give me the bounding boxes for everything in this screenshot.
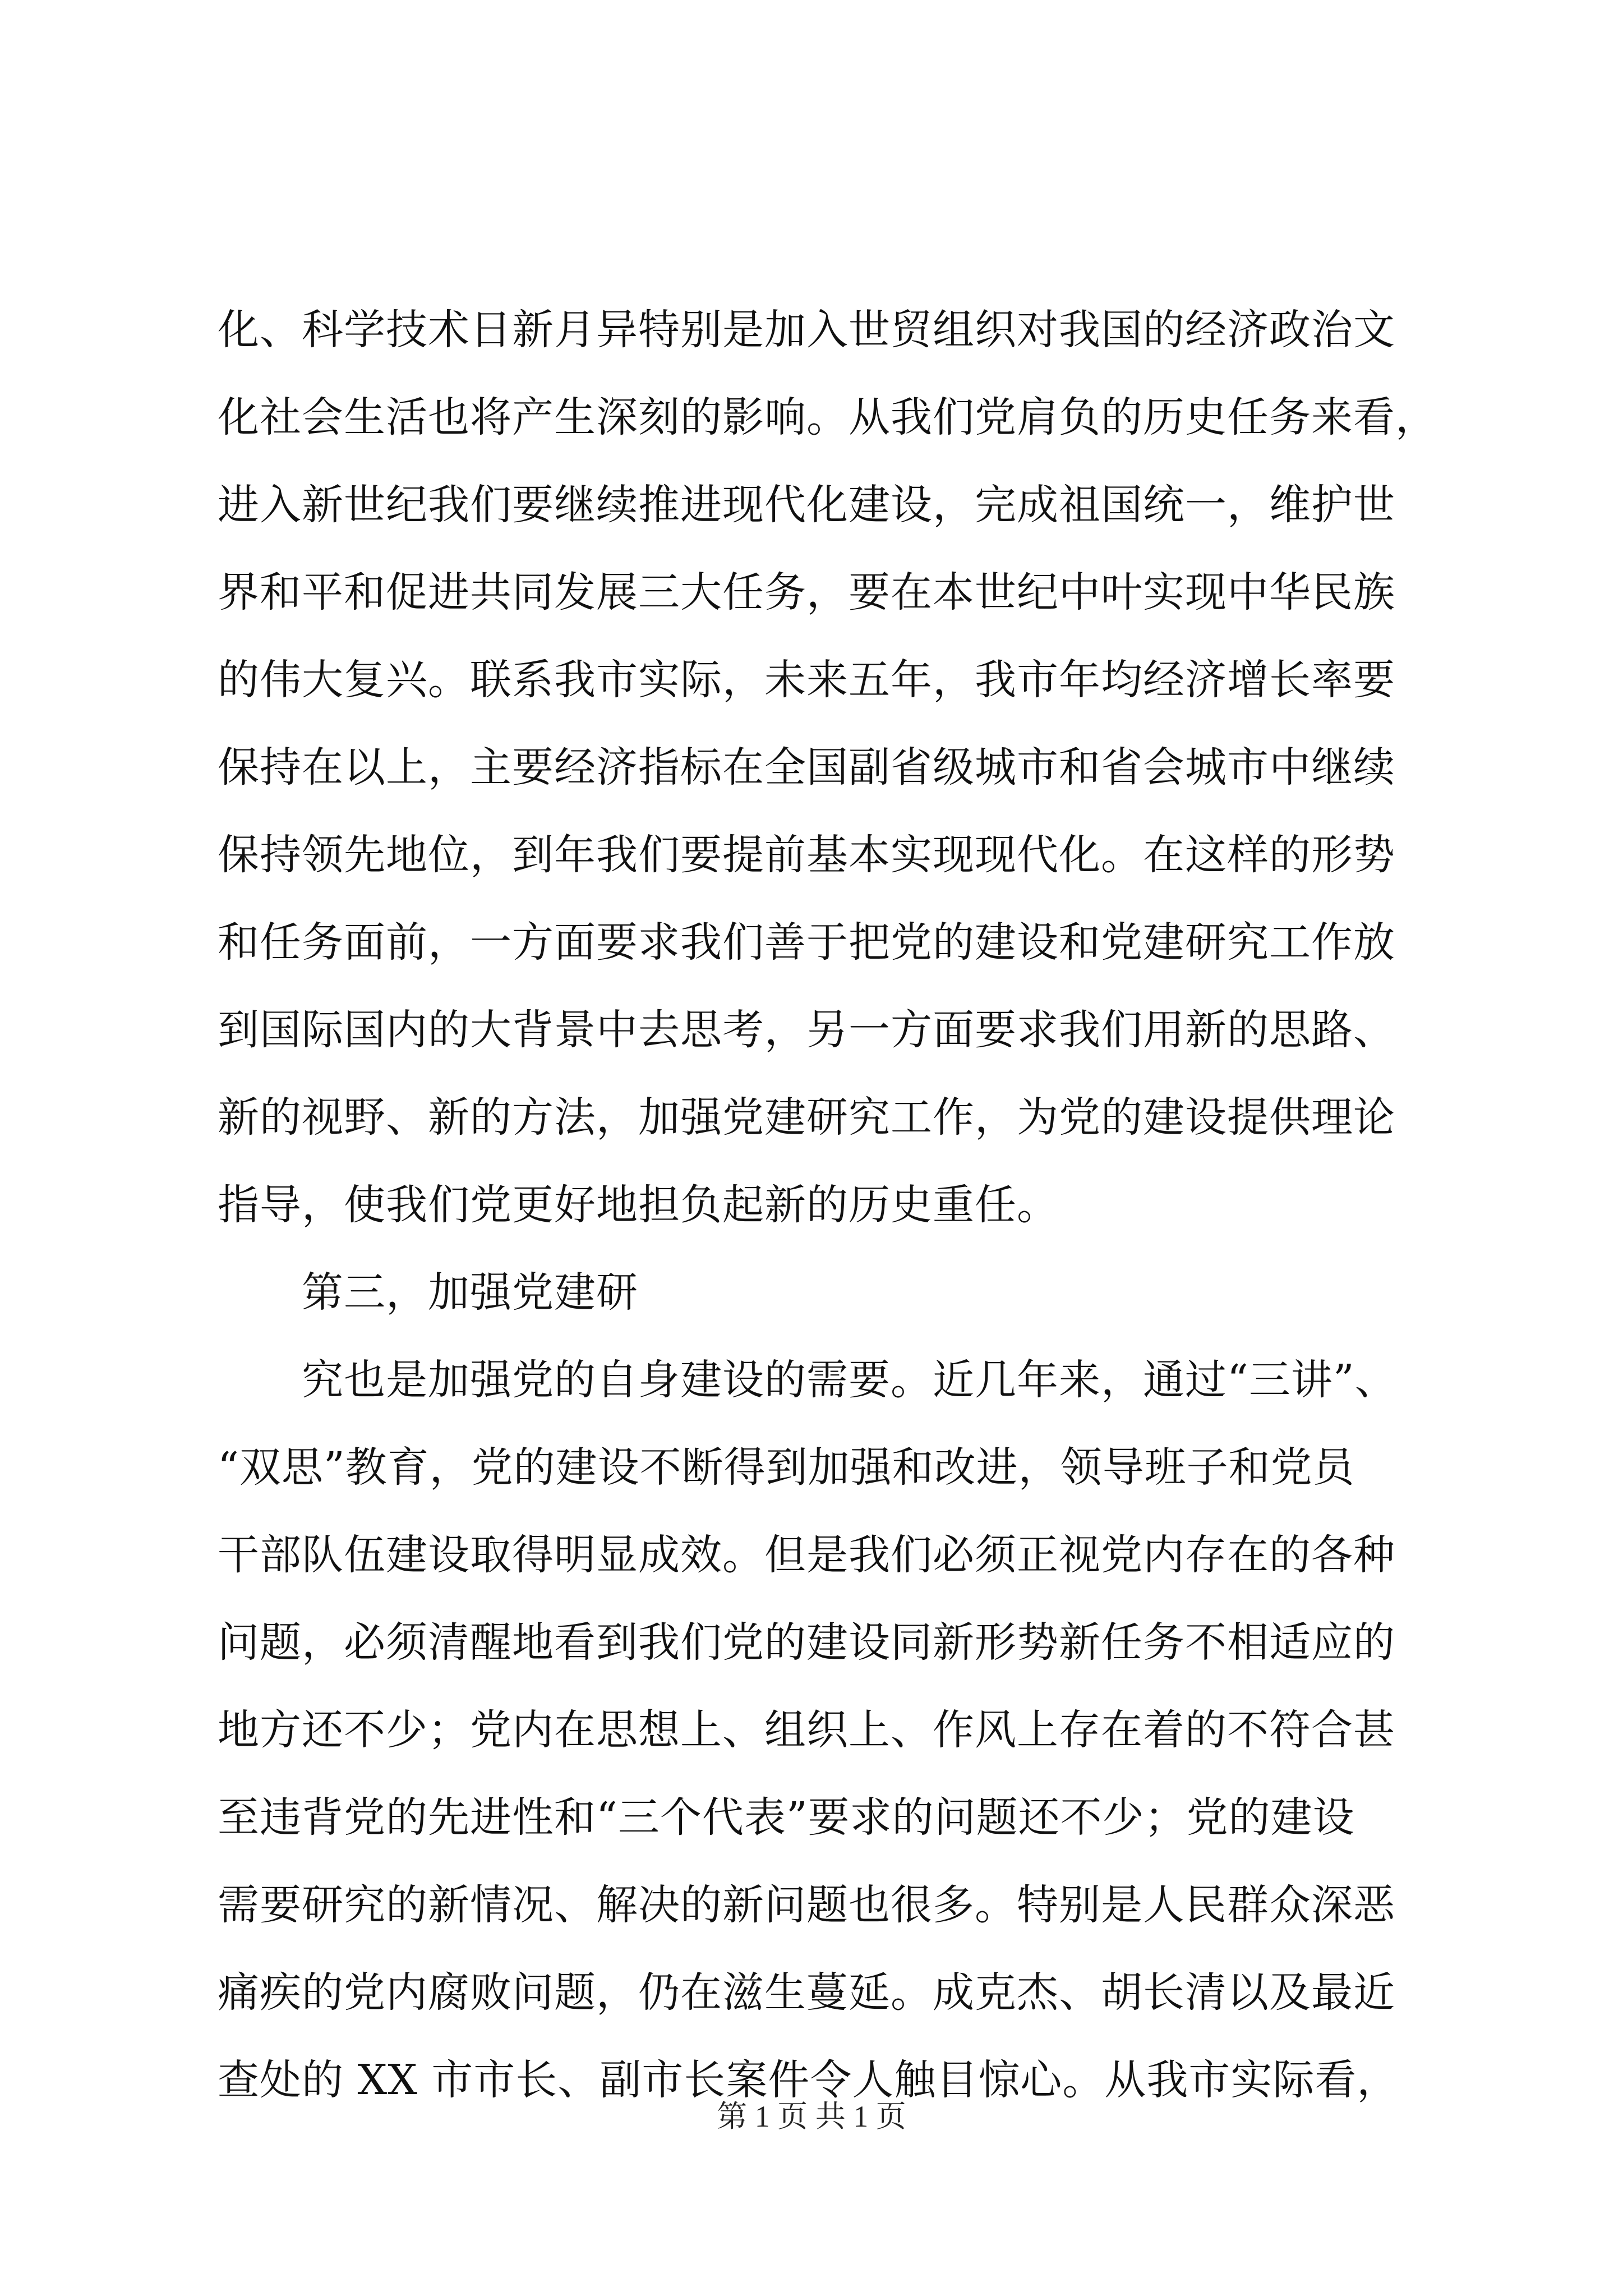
text-line: 需要研究的新情况、解决的新问题也很多。特别是人民群众深恶 xyxy=(218,1881,1395,1929)
text-line: 问题，必须清醒地看到我们党的建设同新形势新任务不相适应的 xyxy=(218,1618,1395,1667)
text-line: “双思”教育，党的建设不断得到加强和改进，领导班子和党员 xyxy=(218,1443,1355,1492)
text-line: 保持在以上，主要经济指标在全国副省级城市和省会城市中继续 xyxy=(218,743,1395,792)
text-line: 保持领先地位，到年我们要提前基本实现现代化。在这样的形势 xyxy=(218,831,1395,879)
text-line: 干部队伍建设取得明显成效。但是我们必须正视党内存在的各种 xyxy=(218,1531,1395,1579)
text-line: 和任务面前，一方面要求我们善于把党的建设和党建研究工作放 xyxy=(218,918,1395,967)
text-line: 到国际国内的大背景中去思考，另一方面要求我们用新的思路、 xyxy=(218,1006,1395,1054)
text-line: 化、科学技术日新月异特别是加入世贸组织对我国的经济政治文 xyxy=(218,306,1395,354)
text-line: 界和平和促进共同发展三大任务，要在本世纪中叶实现中华民族 xyxy=(218,568,1395,616)
text-line: 究也是加强党的自身建设的需要。近几年来，通过“三讲”、 xyxy=(302,1356,1397,1404)
section-heading: 第三，加强党建研 xyxy=(302,1268,638,1317)
text-line: 进入新世纪我们要继续推进现代化建设，完成祖国统一，维护世 xyxy=(218,481,1395,529)
body-text xyxy=(218,286,1446,2124)
text-line: 查处的 XX 市市长、副市长案件令人触目惊心。从我市实际看， xyxy=(218,2056,1399,2104)
text-line: 新的视野、新的方法，加强党建研究工作，为党的建设提供理论 xyxy=(218,1093,1395,1142)
page-footer: 第 1 页 共 1 页 xyxy=(717,2100,906,2133)
text-line: 地方还不少；党内在思想上、组织上、作风上存在着的不符合甚 xyxy=(218,1706,1395,1754)
text-line: 指导，使我们党更好地担负起新的历史重任。 xyxy=(218,1181,1059,1229)
text-line: 化社会生活也将产生深刻的影响。从我们党肩负的历史任务来看， xyxy=(218,393,1437,441)
text-line: 至违背党的先进性和“三个代表”要求的问题还不少；党的建设 xyxy=(218,1793,1355,1842)
text-line: 的伟大复兴。联系我市实际，未来五年，我市年均经济增长率要 xyxy=(218,656,1395,704)
text-line: 痛疾的党内腐败问题，仍在滋生蔓延。成克杰、胡长清以及最近 xyxy=(218,1968,1395,2017)
